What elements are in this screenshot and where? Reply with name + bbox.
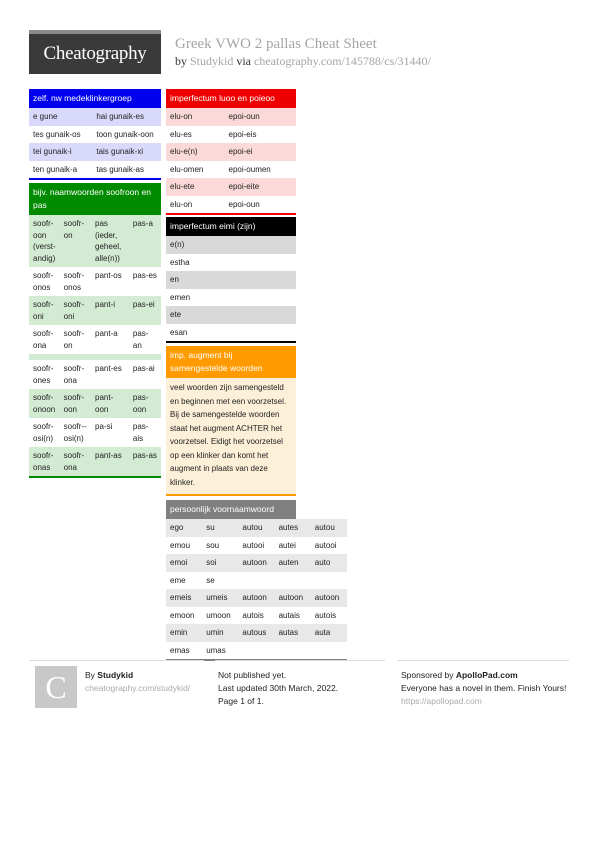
table-cell: soofr-onoon xyxy=(33,393,56,414)
table-cell: soofr-on xyxy=(63,329,85,350)
table-cell: e(n) xyxy=(170,240,185,249)
table-row xyxy=(166,519,347,537)
table-cell xyxy=(238,572,274,590)
table-row xyxy=(166,178,296,196)
table-row xyxy=(166,624,347,642)
voornaamwoord-table xyxy=(166,519,347,661)
table-row xyxy=(29,108,161,126)
table-row xyxy=(29,215,161,267)
table-cell: epoi-oumen xyxy=(228,164,271,174)
table-cell xyxy=(275,572,311,590)
table-cell: se xyxy=(206,575,215,585)
page-title: Greek VWO 2 pallas Cheat Sheet xyxy=(175,36,377,52)
table-cell: epoi-eis xyxy=(228,129,257,139)
table-cell: pas-ais xyxy=(132,422,149,443)
table-cell: estha xyxy=(170,257,190,267)
table-cell: pant-as xyxy=(95,451,122,460)
table-cell: emin xyxy=(170,628,188,637)
table-row xyxy=(29,360,161,389)
table-cell: autoon xyxy=(242,558,267,567)
table-row xyxy=(29,418,161,447)
footer-divider xyxy=(397,660,569,661)
table-cell: pas-es xyxy=(132,271,157,280)
table-cell: pant-es xyxy=(95,364,122,373)
box-title: zelf. nw medeklinkergroep xyxy=(29,89,161,108)
sponsor-text: Everyone has a novel in them. Finish Yours! xyxy=(401,683,567,693)
box-medeklinkergroep xyxy=(29,89,161,180)
table-row xyxy=(166,143,296,161)
table-cell: tas gunaik-as xyxy=(96,164,144,174)
table-cell xyxy=(311,642,347,661)
table-row xyxy=(29,143,161,161)
table-row xyxy=(29,296,161,325)
table-cell: tais gunaik-xi xyxy=(96,147,144,156)
table-cell: eme xyxy=(170,575,186,585)
imperfectum-luoo-table xyxy=(166,108,296,215)
box-title: imp. augment bij samengestelde woorden xyxy=(166,346,296,378)
box-title: imperfectum luoo en poieoo xyxy=(166,89,296,108)
table-cell: emeis xyxy=(170,593,192,602)
table-row xyxy=(166,537,347,555)
box-title: imperfectum eimi (zijn) xyxy=(166,217,296,236)
table-cell: emas xyxy=(170,645,190,655)
box-imperfectum-eimi xyxy=(166,217,296,343)
table-row xyxy=(166,126,296,144)
table-cell: autois xyxy=(242,610,264,620)
table-cell: soofr-oon xyxy=(63,393,85,414)
table-row xyxy=(29,389,161,418)
medeklinker-table xyxy=(29,108,161,180)
table-cell: soofr-on xyxy=(63,219,85,240)
table-cell: autois xyxy=(314,610,337,620)
box-imperfectum-luoo xyxy=(166,89,296,215)
table-cell xyxy=(238,642,274,661)
by-label: By xyxy=(85,670,95,680)
author-avatar[interactable]: C xyxy=(35,666,77,708)
table-cell: soofr-ona xyxy=(63,451,85,472)
table-cell: elu-e(n) xyxy=(170,147,198,156)
table-row xyxy=(29,161,161,180)
footer-status xyxy=(218,669,388,708)
footer-divider xyxy=(29,660,204,661)
table-cell: autais xyxy=(278,610,300,620)
table-cell: soofr-oni xyxy=(63,300,85,321)
publish-status: Not published yet. xyxy=(218,670,287,680)
table-cell: autous xyxy=(242,628,267,637)
table-cell: tei gunaik-i xyxy=(33,147,72,156)
table-row xyxy=(166,589,347,607)
table-row xyxy=(166,642,347,661)
table-cell: e gune xyxy=(33,112,58,121)
table-cell: pant-i xyxy=(95,300,116,309)
table-cell: esan xyxy=(170,327,188,337)
box-title: bijv. naamwoorden soofroon en pas xyxy=(29,183,161,215)
cheatography-logo[interactable]: Cheatography xyxy=(29,30,161,74)
table-cell: pas-oon xyxy=(132,393,149,414)
table-cell: ten gunaik-a xyxy=(33,164,78,174)
via-label: via xyxy=(236,54,252,68)
table-cell: epoi-eite xyxy=(228,182,260,191)
table-cell: pas (ieder, geheel, alle(n)) xyxy=(95,219,122,263)
table-cell: epoi-oun xyxy=(228,112,260,121)
table-cell: ego xyxy=(170,523,184,532)
table-cell: toon gunaik-oon xyxy=(96,129,154,139)
table-cell: autei xyxy=(278,540,296,550)
table-row xyxy=(29,126,161,144)
table-cell: soofr-oon (verst-andig) xyxy=(33,219,56,263)
table-row xyxy=(166,306,296,324)
table-cell: sou xyxy=(206,540,220,550)
table-row xyxy=(166,271,296,289)
imperfectum-eimi-table xyxy=(166,236,296,343)
table-cell: emoi xyxy=(170,558,188,567)
table-cell: emen xyxy=(170,292,191,302)
footer-author-url[interactable]: cheatography.com/studykid/ xyxy=(85,683,191,693)
table-cell xyxy=(311,572,347,590)
table-cell: autooi xyxy=(242,540,265,550)
box-bijv-naamwoorden xyxy=(29,183,161,478)
table-cell: en xyxy=(170,275,179,284)
table-row xyxy=(166,324,296,343)
table-cell: pas-a xyxy=(132,219,153,228)
table-cell: elu-es xyxy=(170,129,192,139)
table-row xyxy=(166,254,296,272)
footer-author xyxy=(85,669,205,695)
table-cell: autooi xyxy=(314,540,337,550)
table-cell: soi xyxy=(206,558,217,567)
footer-sponsor xyxy=(401,669,569,708)
table-row xyxy=(29,267,161,296)
author-link[interactable]: Studykid xyxy=(190,54,234,68)
table-cell: umin xyxy=(206,628,224,637)
table-cell: pant-a xyxy=(95,329,118,338)
table-cell: pas-ei xyxy=(132,300,155,309)
table-row xyxy=(166,554,347,572)
table-cell: umeis xyxy=(206,593,228,602)
table-cell: autoon xyxy=(278,593,304,602)
table-cell: elu-omen xyxy=(170,164,204,174)
page-number: Page 1 of 1. xyxy=(218,696,264,706)
table-cell: emoon xyxy=(170,610,195,620)
table-cell: pas-as xyxy=(132,451,157,460)
table-cell: epoi-oun xyxy=(228,199,260,209)
table-row xyxy=(166,108,296,126)
table-cell: autou xyxy=(314,523,335,532)
table-cell: pa-si xyxy=(95,422,113,431)
table-row xyxy=(166,161,296,179)
table-cell: auten xyxy=(278,558,299,567)
table-cell: autoon xyxy=(242,593,267,602)
table-cell: soofr-ona xyxy=(63,364,85,385)
table-cell: autas xyxy=(278,628,299,637)
box-augment xyxy=(166,346,296,496)
table-cell: autou xyxy=(242,523,263,532)
table-row xyxy=(166,236,296,254)
table-cell: soofr-osi(n) xyxy=(33,422,54,443)
table-cell: hai gunaik-es xyxy=(96,112,144,121)
table-row xyxy=(29,447,161,477)
table-cell: pas-an xyxy=(132,329,149,350)
table-cell: soofr-onas xyxy=(33,451,54,472)
augment-text: veel woorden zijn samengesteld en beginnen met een voorzetsel. Bij de samengestelde woorden staat het augment ACHTER het voorzetsel. Eidigt het voorzetsel op een klinker dan komt het augment in plaats van deze klinker. xyxy=(166,378,296,496)
table-cell: pas-ai xyxy=(132,364,155,373)
byline xyxy=(175,54,431,69)
box-title: persoonlijk voornaamwoord xyxy=(166,500,296,519)
table-cell: epoi-ei xyxy=(228,147,253,156)
table-row xyxy=(29,325,161,354)
footer-author-link[interactable]: Studykid xyxy=(97,670,134,680)
last-updated: Last updated 30th March, 2022. xyxy=(218,683,339,693)
table-cell: pant-os xyxy=(95,271,122,280)
table-cell: autoon xyxy=(314,593,340,602)
table-row xyxy=(166,572,347,590)
naamwoorden-table xyxy=(29,215,161,478)
table-cell: emou xyxy=(170,540,191,550)
table-cell: su xyxy=(206,523,215,532)
table-cell: auta xyxy=(314,628,331,637)
footer-divider xyxy=(215,660,385,661)
table-cell: pant-oon xyxy=(95,393,114,414)
table-cell: soofr-oni xyxy=(33,300,54,321)
table-cell: umas xyxy=(206,645,226,655)
table-cell: soofr-onos xyxy=(63,271,85,292)
box-persoonlijk-voornaamwoord xyxy=(166,500,347,661)
table-cell: soofr-ona xyxy=(33,329,54,350)
sponsor-url[interactable]: https://apollopad.com xyxy=(401,696,482,706)
table-cell: elu-on xyxy=(170,199,193,209)
table-cell: soofr-onos xyxy=(33,271,54,292)
table-cell: tes gunaik-os xyxy=(33,129,81,139)
table-cell: autes xyxy=(278,523,299,532)
sponsor-link[interactable]: ApolloPad.com xyxy=(455,670,518,680)
table-cell: auto xyxy=(314,558,331,567)
table-cell: elu-ete xyxy=(170,182,195,191)
sheet-url-link[interactable]: cheatography.com/145788/cs/31440/ xyxy=(254,54,431,68)
table-cell: soofr-- osi(n) xyxy=(63,422,87,443)
by-label: by xyxy=(175,54,187,68)
table-cell: soofr-ones xyxy=(33,364,54,385)
sponsor-label: Sponsored by xyxy=(401,670,454,680)
table-row xyxy=(166,607,347,625)
table-row xyxy=(166,289,296,307)
table-cell: ete xyxy=(170,310,182,319)
table-cell xyxy=(275,642,311,661)
table-cell: umoon xyxy=(206,610,231,620)
table-row xyxy=(166,196,296,215)
table-cell: elu-on xyxy=(170,112,193,121)
